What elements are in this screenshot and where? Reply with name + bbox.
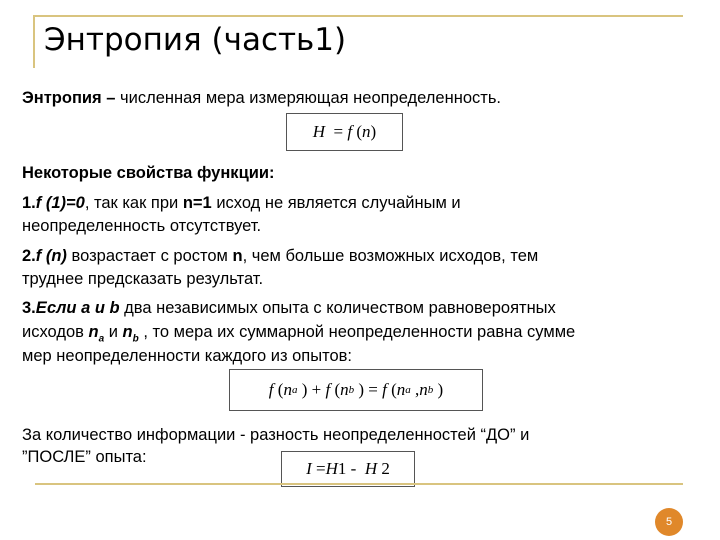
property-3-line-2: исходов $n_a$ и $n_b$ , то мера их суммарной неопределенности равна сумме [22, 323, 576, 345]
property-3-line-3: мер неопределенности каждого из опытов: [22, 347, 352, 365]
property-3-line-1: 3.Если a и b два независимых опыта с количеством равновероятных [22, 299, 556, 317]
definition-term: Энтропия – [22, 89, 116, 107]
formula-information: I = H 1 - H 2 [281, 451, 415, 487]
info-line-1: За количество информации - разность неопределенностей “ДО” и [22, 426, 530, 444]
slide-title: Энтропия (часть1) [44, 22, 347, 58]
definition-line [22, 87, 501, 110]
property-1-line-1: 1.f (1)=0, так как при n=1 исход не является случайным и [22, 194, 461, 212]
property-1-line-2: неопределенность отсутствует. [22, 217, 262, 235]
formula-entropy: H = f ( n ) [286, 113, 403, 151]
property-2-line-1: 2.f (n) возрастает с ростом n, чем больше возможных исходов, тем [22, 247, 539, 265]
info-line-2: ”ПОСЛЕ” опыта: [22, 448, 147, 466]
property-2-line-2: труднее предсказать результат. [22, 270, 264, 288]
properties-heading: Некоторые свойства функции: [22, 164, 275, 182]
definition-text: численная мера измеряющая неопределенность. [115, 89, 501, 107]
page-number-badge: 5 [655, 508, 683, 536]
footer-rule [35, 483, 683, 485]
title-top-rule [33, 15, 683, 17]
formula-additivity: f ( n a ) + f ( n b ) = f ( n a , n b ) [229, 369, 483, 411]
title-left-rule [33, 15, 35, 68]
